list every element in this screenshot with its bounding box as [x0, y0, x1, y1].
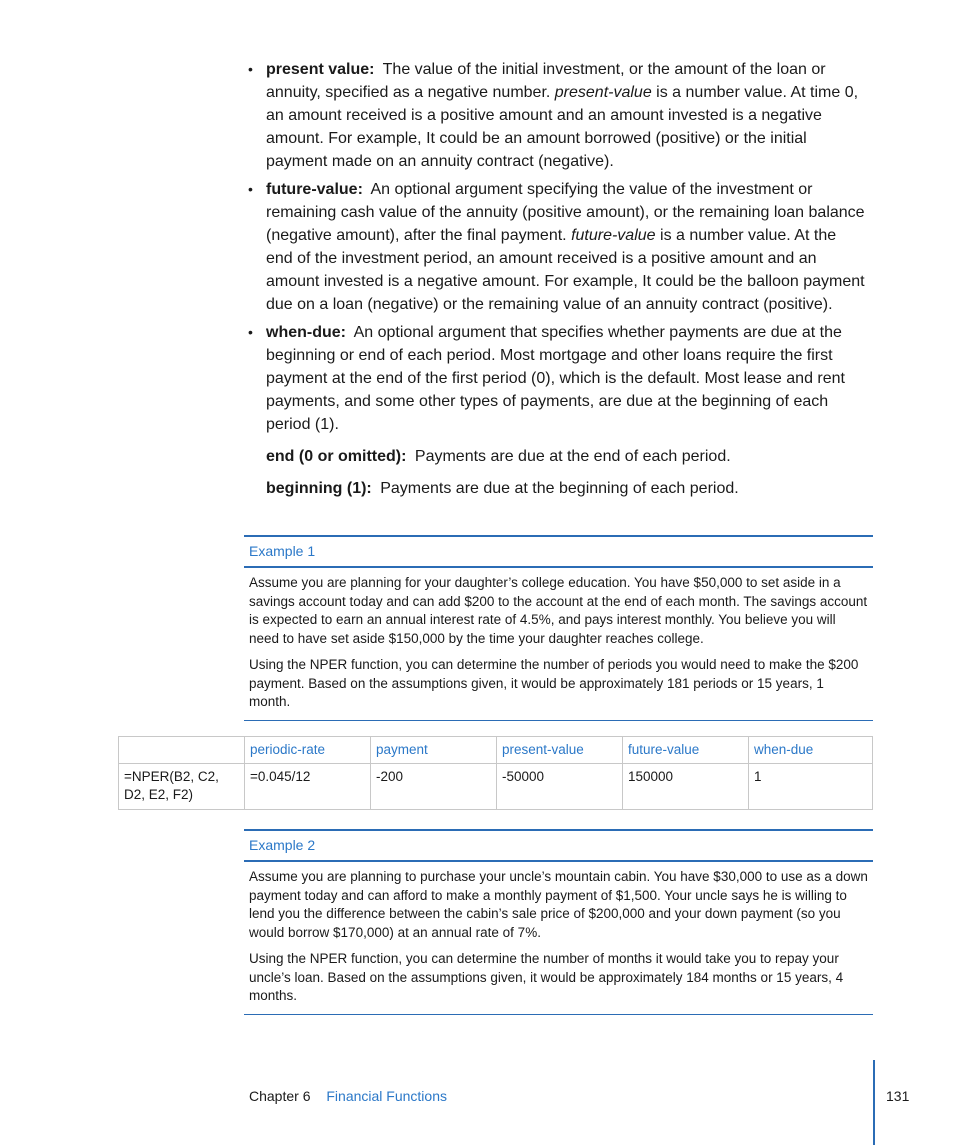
- table-header-cell: payment: [371, 737, 497, 764]
- example-body: [244, 568, 873, 721]
- table-row: [119, 764, 873, 810]
- bullet-present-value: [246, 58, 866, 173]
- table-header-cell: periodic-rate: [245, 737, 371, 764]
- table-header-cell: [119, 737, 245, 764]
- table-cell: =0.045/12: [245, 764, 371, 810]
- option-beginning: [246, 477, 866, 500]
- bullet-text-after: is a number value. At time 0, an amount received is a positive amount and an amount invested is a negative amount. For example, It could be an amount borrowed (positive) or the initial payment made on an annuity contract (negative).: [266, 84, 859, 170]
- bullet-when-due: [246, 321, 866, 436]
- option-text: Payments are due at the end of each period.: [414, 448, 731, 465]
- page-footer: [249, 1088, 447, 1104]
- bullet-term: when-due:: [266, 324, 346, 341]
- bullet-term: present value:: [266, 61, 375, 78]
- example-1: [244, 535, 873, 721]
- bullet-text-after: is a number value. At the end of the investment period, an amount received is a positive amount and an amount invested is a negative amount. For example, It could be the balloon payment due on a loan (negative) or the remaining value of an annuity contract (positive).: [266, 227, 865, 313]
- table-header-cell: future-value: [623, 737, 749, 764]
- table-cell: 150000: [623, 764, 749, 810]
- option-term: beginning (1):: [266, 480, 372, 497]
- table-cell: -50000: [497, 764, 623, 810]
- footer-section-link[interactable]: Financial Functions: [326, 1088, 447, 1104]
- table-cell: 1: [749, 764, 873, 810]
- option-term: end (0 or omitted):: [266, 448, 407, 465]
- table-header-cell: when-due: [749, 737, 873, 764]
- bullet-dot: •: [248, 61, 253, 77]
- bullet-text: An optional argument specifying the value of the investment or remaining cash value of the annuity (positive amount), or the remaining loan balance (negative amount), after the final payment.: [266, 181, 865, 244]
- table-header-row: [119, 737, 873, 764]
- bullet-dot: •: [248, 324, 253, 340]
- table-cell: =NPER(B2, C2, D2, E2, F2): [119, 764, 245, 810]
- nper-table: [118, 736, 873, 810]
- argument-list: [246, 58, 866, 500]
- page-number: 131: [886, 1088, 910, 1104]
- example-body: [244, 862, 873, 1015]
- bullet-dot: •: [248, 181, 253, 197]
- example-paragraph: Assume you are planning to purchase your uncle’s mountain cabin. You have $30,000 to use as a down payment today and can afford to make a monthly payment of $1,500. Your uncle says he is willing to lend you the difference between the cabin’s sale price of $200,000 and your down payment (so you would borrow $170,000) at an annual rate of 7%.: [249, 869, 868, 940]
- footer-chapter: Chapter 6: [249, 1088, 311, 1104]
- example-title: Example 1: [244, 535, 873, 568]
- table-header-cell: present-value: [497, 737, 623, 764]
- example-paragraph: Assume you are planning for your daughter’s college education. You have $50,000 to set aside in a savings account today and can add $200 to the account at the end of each month. The savings account is expected to earn an annual interest rate of 4.5%, and pays interest monthly. You believe you will need to have set aside $150,000 by the time your daughter reaches college.: [249, 575, 868, 646]
- example-paragraph: Using the NPER function, you can determine the number of months it would take you to repay your uncle’s loan. Based on the assumptions given, it would be approximately 184 months or 15 years, 4 months.: [249, 951, 844, 1003]
- bullet-text: An optional argument that specifies whether payments are due at the beginning or end of each period. Most mortgage and other loans require the first payment at the end of the first period (0), which is the default. Most lease and rent payments, and some other types of payments, are due at the beginning of each period (1).: [266, 324, 845, 433]
- example-2: [244, 829, 873, 1015]
- table-cell: -200: [371, 764, 497, 810]
- bullet-text: The value of the initial investment, or the amount of the loan or annuity, specified as a negative number.: [266, 61, 826, 101]
- footer-divider: [873, 1060, 875, 1145]
- example-title: Example 2: [244, 829, 873, 862]
- bullet-italic: present-value: [554, 84, 652, 101]
- example-paragraph: Using the NPER function, you can determine the number of periods you would need to make the $200 payment. Based on the assumptions given, it would be approximately 181 periods or 15 years, 1 month.: [249, 657, 859, 709]
- option-end: [246, 445, 866, 468]
- bullet-term: future-value:: [266, 181, 363, 198]
- bullet-future-value: [246, 178, 866, 316]
- bullet-italic: future-value: [571, 227, 656, 244]
- option-text: Payments are due at the beginning of each period.: [380, 480, 739, 497]
